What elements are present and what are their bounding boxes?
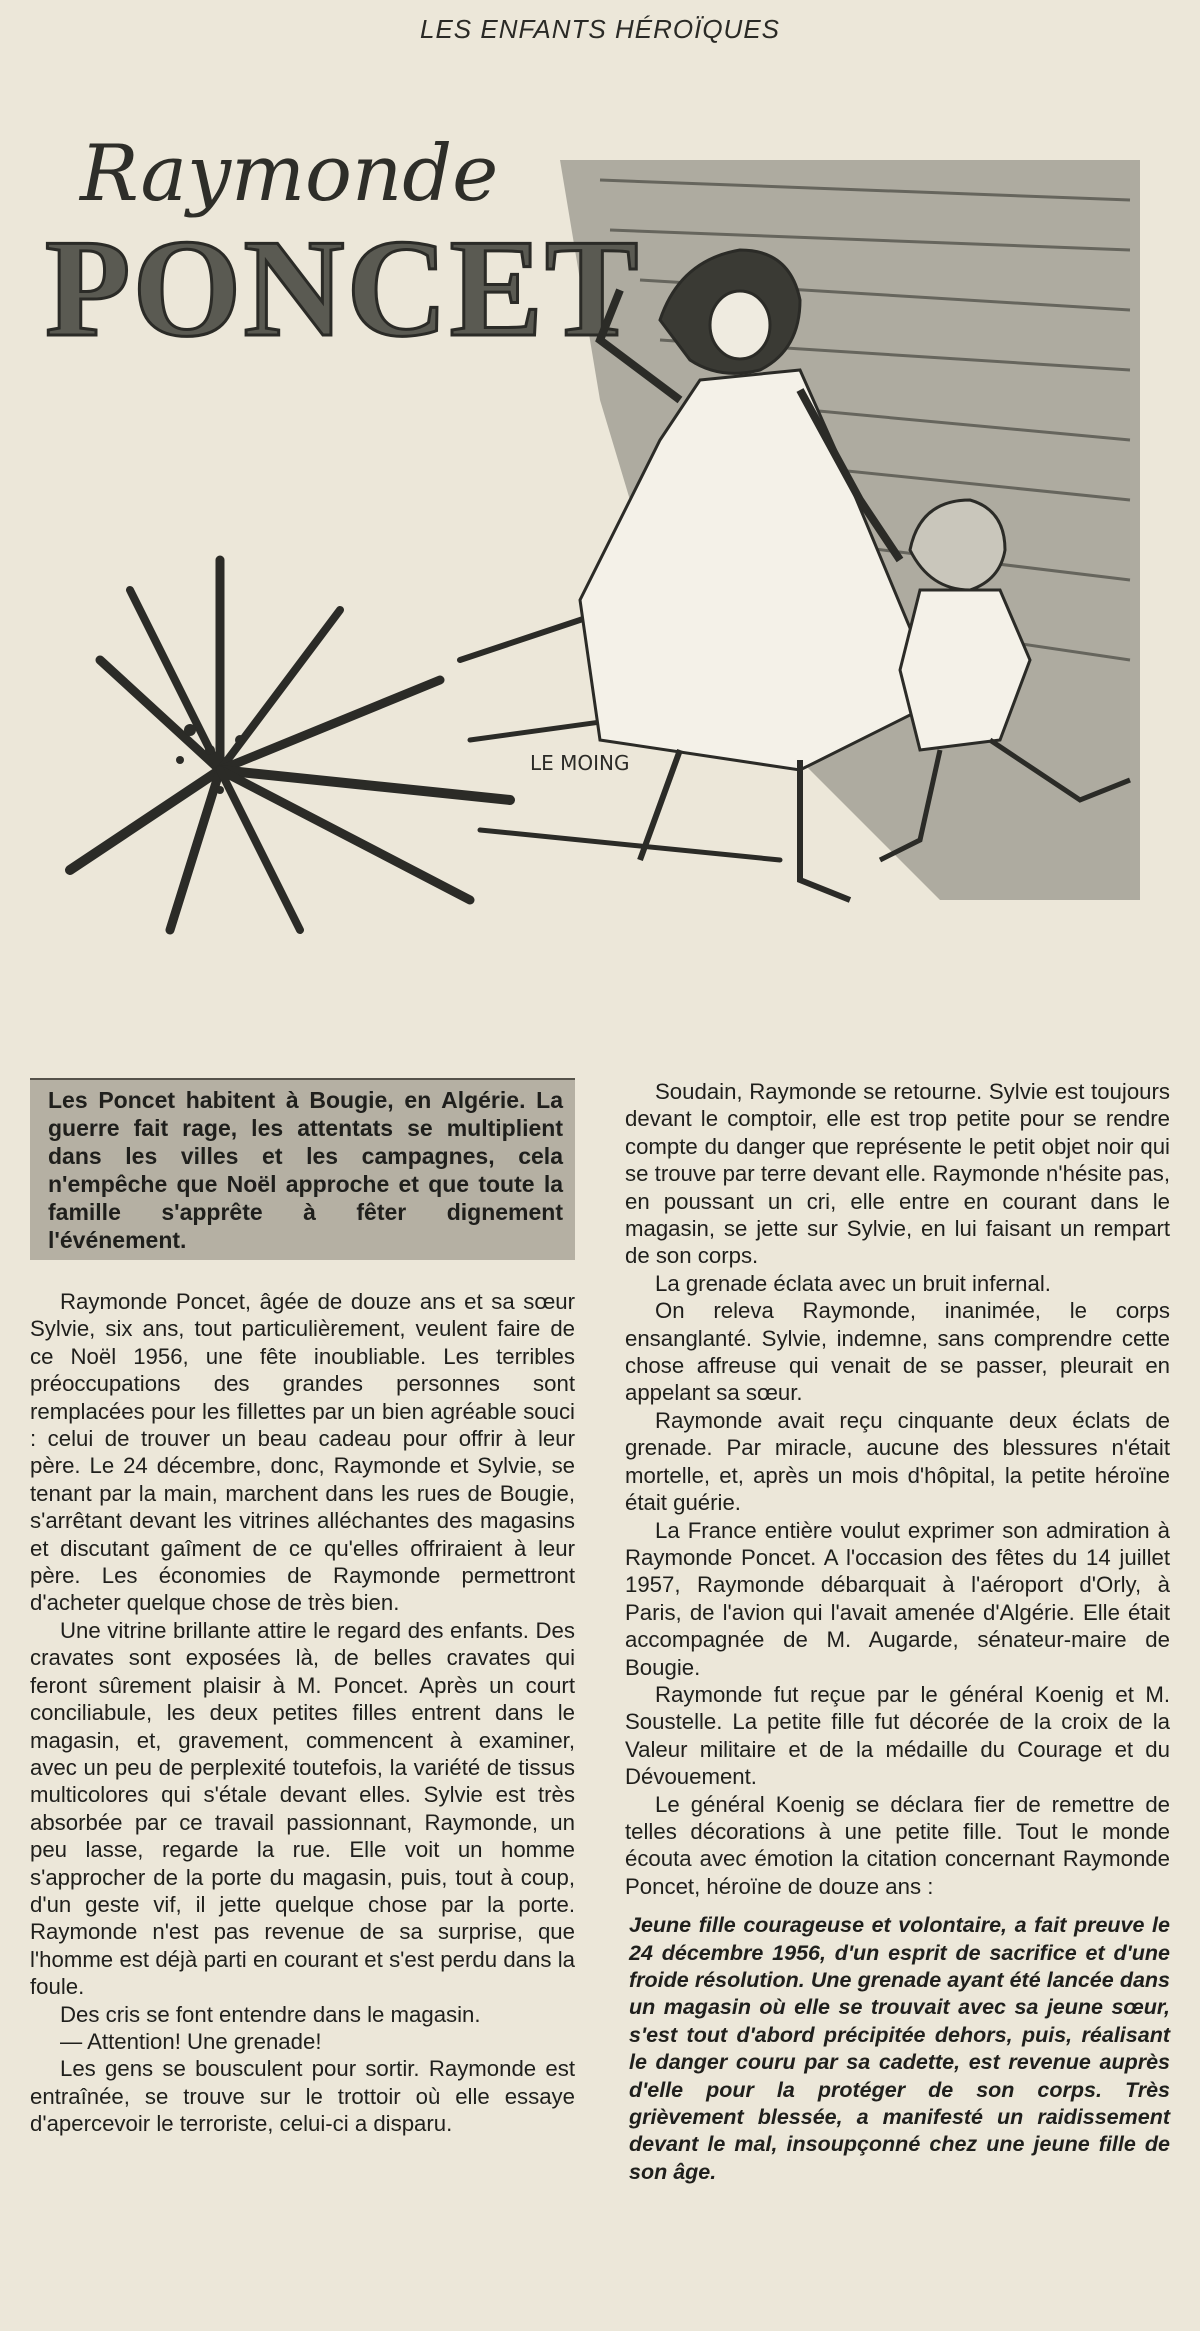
paragraph: Des cris se font entendre dans le magasin. [60,2001,481,2027]
title-script: Raymonde [80,140,499,219]
running-head: LES ENFANTS HÉROÏQUES [419,14,781,44]
title-main: PONCET [45,211,641,366]
paragraph: Raymonde Poncet, âgée de douze ans et sa sœur Sylvie, six ans, tout particulièrement, veulent faire de ce Noël 1956, une fête inoubliable. Les terribles préoccupations des grandes personnes sont remplacées pour les fillettes par un bien agréable souci : celui de trouver un beau cadeau pour offrir à leur père. Le 24 décembre, donc, Raymonde et Sylvie, se tenant par la main, marchent dans les rues de Bougie, s'arrêtant devant les vitrines alléchantes des magasins et discutant gaîment de ce qu'elles offriraient à leur père. Les économies de Raymonde permettront d'acheter quelque chose de très bien. [30,1289,575,1616]
paragraph: — Attention! Une grenade! [60,2028,322,2054]
paragraph: On releva Raymonde, inanimée, le corps ensanglanté. Sylvie, indemne, sans comprendre cette chose affreuse qui venait de se passer, pleurait en appelant sa sœur. [625,1298,1170,1406]
paragraph: La grenade éclata avec un bruit infernal. [655,1270,1051,1296]
artist-signature: LE MOING [530,751,630,775]
intro-box: Les Poncet habitent à Bougie, en Algérie. La guerre fait rage, les attentats se multiplient dans les villes et les campagnes, cela n'empêche que Noël approche et que toute la famille s'apprête à fêter dignement l'événement. [30,1078,575,1260]
citation: Jeune fille courageuse et volontaire, a fait preuve le 24 décembre 1956, d'un esprit de sacrifice et d'une froide résolution. Une grenade ayant été lancée dans un magasin où elle se trouvait avec sa jeune sœur, s'est tout d'abord précipitée dehors, puis, réalisant le danger couru par sa cadette, est revenue auprès d'elle pour la protéger de son corps. Très grièvement blessée, a manifesté un raidissement devant le mal, insoupçonné chez une jeune fille de son âge. [629,1913,1170,2184]
left-column [30,1078,575,2138]
paragraph: Soudain, Raymonde se retourne. Sylvie est toujours devant le comptoir, elle est trop petite pour se rendre compte du danger que représente le petit objet noir qui se trouve par terre devant elle. Raymonde n'hésite pas, en poussant un cri, elle entre en courant dans le magasin, se jette sur Sylvie, en lui faisant un rempart de son corps. [625,1079,1170,1269]
paragraph: Les gens se bousculent pour sortir. Raymonde est entraînée, se trouve sur le trottoir où elle essaye d'apercevoir le terroriste, celui-ci a disparu. [30,2056,575,2137]
paragraph: La France entière voulut exprimer son admiration à Raymonde Poncet. A l'occasion des fêtes du 14 juillet 1957, Raymonde débarquait à l'aéroport d'Orly, à Paris, de l'avion qui l'avait amenée d'Algérie. Elle était accompagnée de M. Augarde, sénateur-maire de Bougie. [625,1517,1170,1680]
title-illustration [40,140,1160,940]
paragraph: Le général Koenig se déclara fier de remettre de telles décorations à une petite fille. Tout le monde écouta avec émotion la citation concernant Raymonde Poncet, héroïne de douze ans : [625,1791,1170,1899]
right-column [625,1078,1170,2186]
paragraph: Une vitrine brillante attire le regard des enfants. Des cravates sont exposées là, de belles cravates qui feront sûrement plaisir à M. Poncet. Après un court conciliabule, les deux petites filles entrent dans le magasin, et, gravement, commencent à examiner, avec un peu de perplexité toutefois, la variété de tissus multicolores qui s'étale devant elles. Sylvie est très absorbée par ce travail passionnant, Raymonde, un peu lasse, regarde la rue. Elle voit un homme s'approcher de la porte du magasin, puis, tout à coup, d'un geste vif, il jette quelque chose par la porte. Raymonde n'est pas revenue de sa surprise, que l'homme est déjà parti en courant et s'est perdu dans la foule. [30,1617,575,2000]
paragraph: Raymonde avait reçu cinquante deux éclats de grenade. Par miracle, aucune des blessures n'était mortelle, et, après un mois d'hôpital, la petite héroïne était guérie. [625,1407,1170,1516]
paragraph: Raymonde fut reçue par le général Koenig et M. Soustelle. La petite fille fut décorée de la croix de la Valeur militaire et de la médaille du Courage et du Dévouement. [625,1681,1170,1790]
